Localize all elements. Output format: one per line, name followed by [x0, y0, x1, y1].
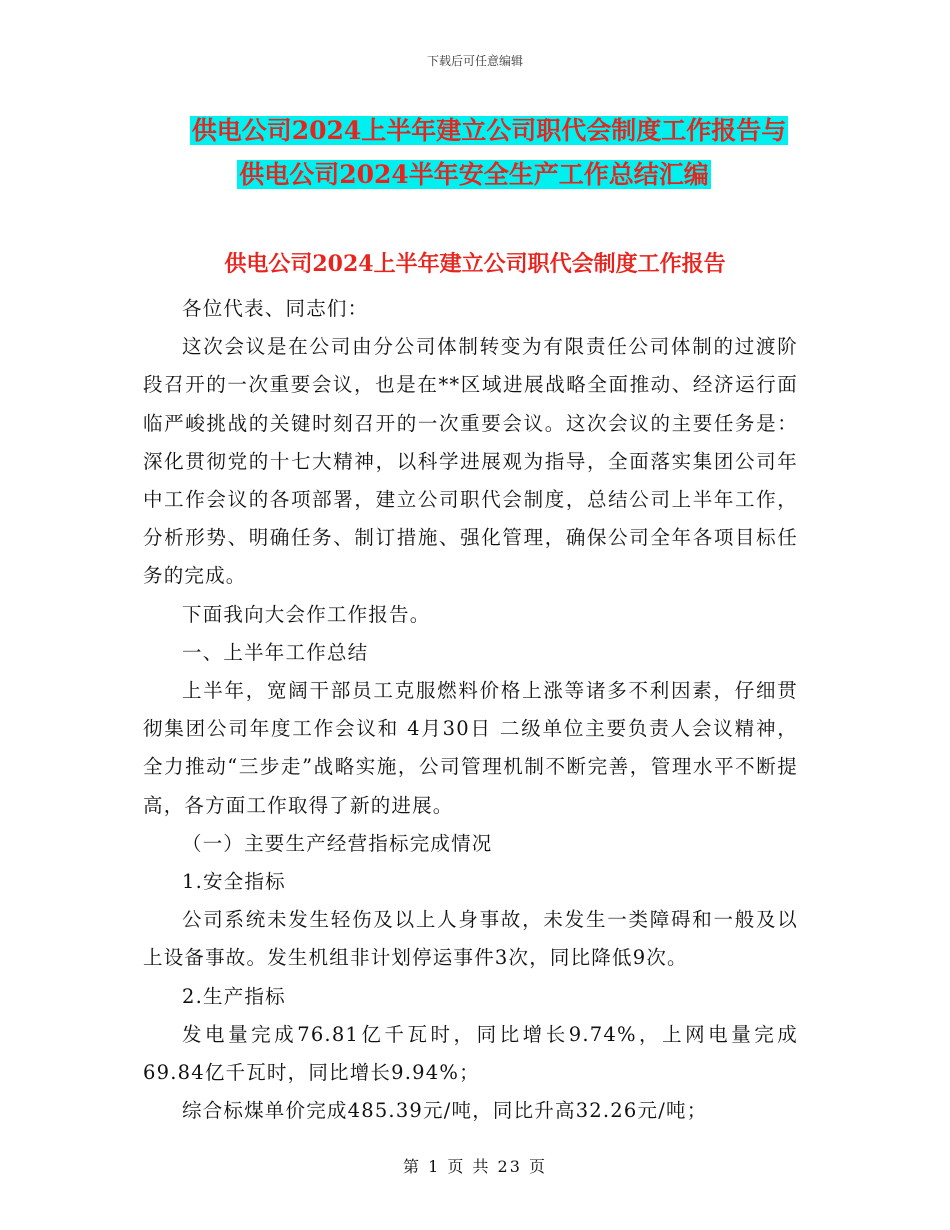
paragraph-salutation: 各位代表、同志们：: [182, 297, 369, 320]
paragraph-coal-price: 综合标煤单价完成485.39元/吨，同比升高32.26元/吨；: [182, 1099, 708, 1123]
heading-subsection-1: （一）主要生产经营指标完成情况: [182, 831, 493, 855]
heading-safety-indicators: 1.安全指标: [182, 870, 286, 894]
paragraph-safety: 公司系统未发生轻伤及以上人身事故，未发生一类障碍和一般及以上设备事故。发生机组非计划停运事件3次，同比降低9次。: [143, 908, 798, 970]
page-header-note: 下载后可任意编辑: [426, 54, 523, 68]
heading-part-1: 一、上半年工作总结: [182, 640, 369, 664]
paragraph-intro: 这次会议是在公司由分公司体制转变为有限责任公司体制的过渡阶段召开的一次重要会议，也是在**区域进展战略全面推动、经济运行面临严峻挑战的关键时刻召开的一次重要会议。这次会议的主要任务是：深化贯彻党的十七大精神，以科学进展观为指导，全面落实集团公司年中工作会议的各项部署，建立公司职代会制度，总结公司上半年工作，分析形势、明确任务、制订措施、强化管理，确保公司全年各项目标任务的完成。: [143, 335, 798, 588]
document-body: [143, 290, 798, 1130]
page-footer: 第 1 页 共 23 页: [403, 1157, 547, 1176]
paragraph-generation: 发电量完成76.81亿千瓦时，同比增长9.74%，上网电量完成69.84亿千瓦时，同比增长9.94%；: [143, 1022, 798, 1085]
document-title-line-2-text: 供电公司2024半年安全生产工作总结汇编: [239, 160, 709, 189]
document-title-line-1: [0, 114, 950, 148]
heading-production-indicators: 2.生产指标: [182, 984, 286, 1008]
section-title: 供电公司2024上半年建立公司职代会制度工作报告: [224, 251, 726, 277]
document-title-line-2: [0, 158, 950, 192]
document-title-line-1-text: 供电公司2024上半年建立公司职代会制度工作报告与: [191, 116, 787, 145]
paragraph-summary: 上半年，宽阔干部员工克服燃料价格上涨等诸多不利因素，仔细贯彻集团公司年度工作会议和 4月30日 二级单位主要负责人会议精神，全力推动“三步走”战略实施，公司管理机制不断完善，管理水平不断提高，各方面工作取得了新的进展。: [143, 679, 798, 817]
paragraph-report-intro: 下面我向大会作工作报告。: [182, 602, 431, 626]
